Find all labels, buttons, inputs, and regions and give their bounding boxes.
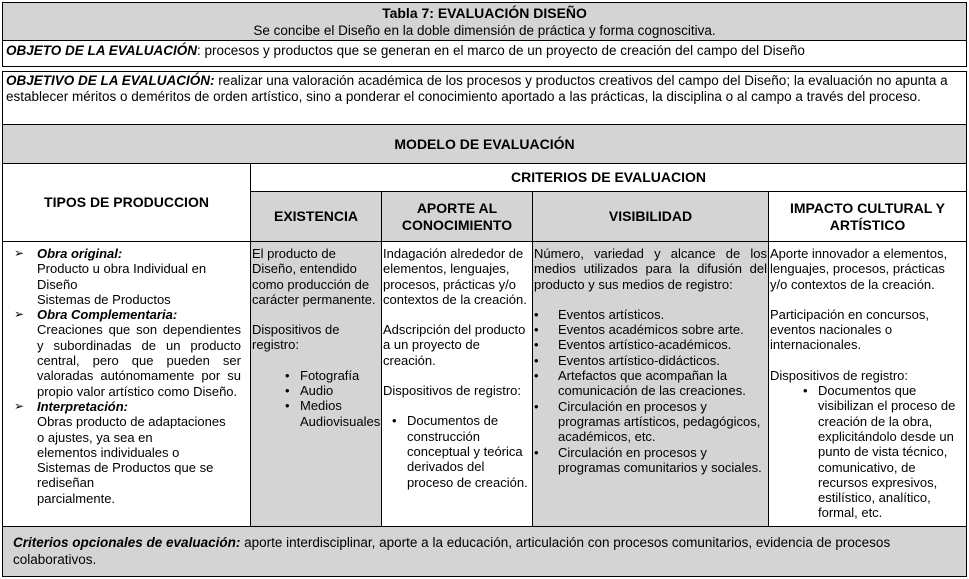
arrow-bullet-icon: ➢ (14, 246, 25, 260)
bullet-icon: • (803, 383, 808, 399)
tipo-line: parcialmente. (37, 490, 116, 506)
opcionales-row (2, 526, 967, 577)
list-item: • Audio (285, 383, 334, 399)
impacto-text-1: Aporte innovador a elementos, lenguajes, procesos, prácticas y/o contextos de la creación. (770, 246, 948, 292)
tipo-line: Sistemas de Productos (37, 291, 171, 307)
existencia-cell (250, 241, 382, 528)
tipo-title: Obra original: (37, 246, 123, 261)
modelo-header: MODELO DE EVALUACIÓN (2, 124, 967, 164)
tipo-line: Obras producto de adaptaciones (37, 414, 226, 430)
table-subtitle: Se concibe el Diseño en la doble dimensión de práctica y forma cognoscitiva. (253, 23, 716, 38)
opcionales-label: Criterios opcionales de evaluación: (13, 535, 241, 550)
list-item: • Eventos académicos sobre arte. (534, 322, 744, 338)
objeto-row (2, 40, 967, 67)
list-item: • Eventos artístico-académicos. (534, 337, 732, 353)
aporte-text-2: Adscripción del producto a un proyecto de creación. (383, 322, 526, 368)
bullet-icon: • (534, 337, 539, 353)
criteria-grid (2, 163, 967, 527)
arrow-bullet-icon: ➢ (14, 307, 25, 322)
tipo-obra-original (4, 246, 249, 307)
objetivo-text: realizar una valoración académica de los procesos y productos creativos del campo del Diseño; la evaluación no apunta a establecer méritos o deméritos de orden artístico, sino a ponderar el conocimiento aportado a las prácticas, la disciplina o al campo a través del proceso. (6, 73, 948, 104)
tipo-title: Obra Complementaria: (37, 307, 178, 323)
tipo-line: rediseñan (37, 475, 95, 491)
existencia-dispositivos: Dispositivos de registro: (252, 322, 340, 353)
existencia-text: El producto de Diseño, entendido como producción de carácter permanente. (252, 246, 376, 307)
criterios-header: CRITERIOS DE EVALUACION (250, 163, 967, 192)
aporte-cell (381, 241, 533, 528)
objetivo-row (2, 71, 967, 125)
col-header-impacto: IMPACTO CULTURAL Y ARTÍSTICO (768, 191, 967, 242)
bullet-icon: • (534, 444, 539, 460)
tipo-interpretacion (4, 399, 249, 506)
bullet-icon: • (285, 398, 290, 414)
opcionales-text: aporte interdisciplinar, aporte a la educación, articulación con procesos comunitarios, evidencia de procesos colaborativos. (13, 535, 891, 567)
bullet-icon: • (534, 368, 539, 384)
tipo-title: Interpretación: (37, 398, 129, 414)
visibilidad-cell (532, 241, 769, 528)
objeto-text: : procesos y productos que se generan en el marco de un proyecto de creación del campo del Diseño (197, 43, 805, 58)
bullet-icon: • (534, 322, 539, 338)
bullet-icon: • (392, 413, 397, 429)
table-title-row (2, 2, 967, 41)
list-item: • Medios Audiovisuales (285, 398, 381, 429)
list-item: • Documentos que visibilizan el proceso de creación de la obra, explicitándolo desde un punto de vista técnico, comunicativo, de recursos expresivos, estilístico, analítico, formal, etc. (803, 383, 956, 521)
impacto-dispositivos: Dispositivos de registro: (770, 367, 908, 383)
impacto-text-2: Participación en concursos, eventos nacionales o internacionales. (770, 306, 929, 353)
bullet-icon: • (534, 306, 539, 322)
bullet-icon: • (285, 383, 290, 399)
objetivo-label: OBJETIVO DE LA EVALUACIÓN: (6, 73, 215, 88)
tipos-cell (2, 241, 251, 528)
bullet-icon: • (534, 398, 539, 414)
visibilidad-text: Número, variedad y alcance de los medios utilizados para la difusión del producto y sus medios de registro: (534, 246, 767, 292)
list-item: • Circulación en procesos y programas comunitarios y sociales. (534, 444, 762, 475)
tipo-line: Producto u obra Individual en (37, 261, 207, 277)
aporte-dispositivos: Dispositivos de registro: (383, 383, 521, 399)
tipo-line: o ajustes, ya sea en (37, 429, 153, 445)
impacto-cell (768, 241, 967, 528)
tipo-line: Sistemas de Productos que se (37, 460, 214, 476)
tipo-text: Creaciones que son dependientes y subordinadas de un producto central, pero que pueden ser valoradas autónomamente por su propio valor artístico como Diseño. (37, 322, 241, 399)
table-title: Tabla 7: EVALUACIÓN DISEÑO (382, 5, 587, 21)
col-header-aporte: APORTE AL CONOCIMIENTO (381, 191, 533, 242)
tipos-header: TIPOS DE PRODUCCION (2, 163, 251, 242)
arrow-bullet-icon: ➢ (14, 398, 25, 413)
list-item: • Eventos artísticos. (534, 306, 665, 322)
list-item: • Documentos de construcción conceptual y teórica derivados del proceso de creación. (392, 413, 528, 490)
aporte-text-1: Indagación alrededor de elementos, lenguajes, procesos, prácticas y/o contextos de la creación. (383, 246, 527, 307)
objeto-label: OBJETO DE LA EVALUACIÓN (6, 43, 198, 58)
list-item: • Artefactos que acompañan la comunicación de las creaciones. (534, 368, 746, 399)
bullet-icon: • (285, 367, 290, 383)
bullet-icon: • (534, 352, 539, 368)
tipo-obra-complementaria (4, 307, 249, 399)
tipo-line: elementos individuales o (37, 444, 180, 460)
list-item: • Circulación en procesos y programas artísticos, pedagógicos, académicos, etc. (534, 398, 761, 445)
col-header-visibilidad: VISIBILIDAD (532, 191, 769, 242)
list-item: • Eventos artístico-didácticos. (534, 352, 720, 368)
list-item: • Fotografía (285, 367, 360, 383)
col-header-existencia: EXISTENCIA (250, 191, 382, 242)
tipo-line: Diseño (37, 276, 78, 292)
